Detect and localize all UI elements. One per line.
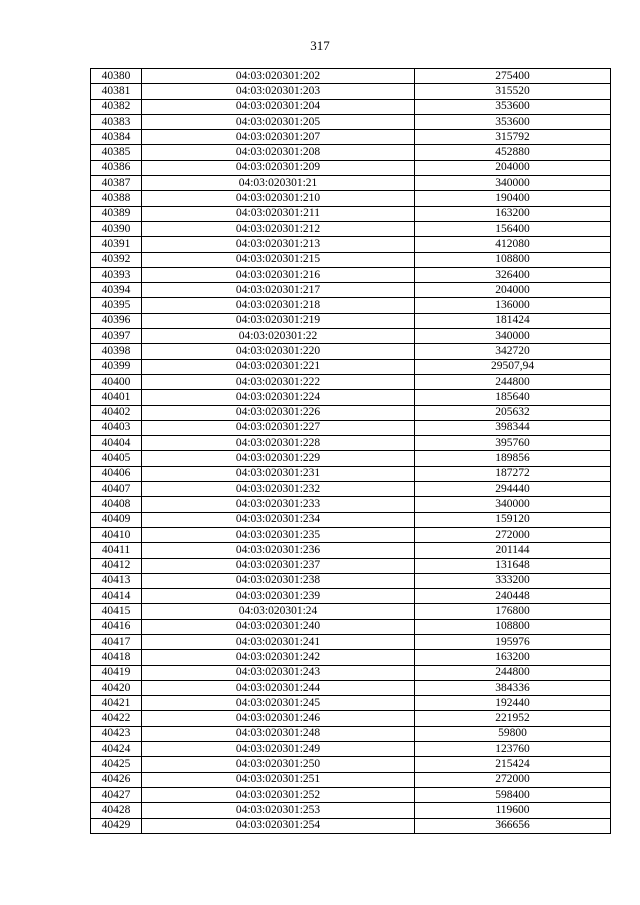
value-cell: 340000 bbox=[415, 176, 611, 191]
table-row bbox=[91, 114, 611, 129]
cadastral-number-cell: 04:03:020301:238 bbox=[142, 573, 415, 588]
row-number-cell: 40409 bbox=[91, 512, 142, 527]
table-row bbox=[91, 145, 611, 160]
row-number-cell: 40405 bbox=[91, 451, 142, 466]
table-row bbox=[91, 329, 611, 344]
row-number-cell: 40387 bbox=[91, 176, 142, 191]
row-number-cell: 40388 bbox=[91, 191, 142, 206]
row-number-cell: 40411 bbox=[91, 543, 142, 558]
table-row bbox=[91, 497, 611, 512]
row-number-cell: 40390 bbox=[91, 221, 142, 236]
row-number-cell: 40397 bbox=[91, 329, 142, 344]
value-cell: 131648 bbox=[415, 558, 611, 573]
cadastral-number-cell: 04:03:020301:246 bbox=[142, 711, 415, 726]
row-number-cell: 40401 bbox=[91, 390, 142, 405]
cadastral-number-cell: 04:03:020301:253 bbox=[142, 803, 415, 818]
table-row bbox=[91, 283, 611, 298]
table-row bbox=[91, 772, 611, 787]
value-cell: 275400 bbox=[415, 69, 611, 84]
cadastral-number-cell: 04:03:020301:211 bbox=[142, 206, 415, 221]
table-row bbox=[91, 420, 611, 435]
value-cell: 59800 bbox=[415, 726, 611, 741]
value-cell: 187272 bbox=[415, 466, 611, 481]
cadastral-number-cell: 04:03:020301:242 bbox=[142, 650, 415, 665]
row-number-cell: 40383 bbox=[91, 114, 142, 129]
cadastral-number-cell: 04:03:020301:222 bbox=[142, 374, 415, 389]
value-cell: 395760 bbox=[415, 436, 611, 451]
value-cell: 156400 bbox=[415, 221, 611, 236]
cadastral-number-cell: 04:03:020301:204 bbox=[142, 99, 415, 114]
value-cell: 366656 bbox=[415, 818, 611, 833]
value-cell: 29507,94 bbox=[415, 359, 611, 374]
cadastral-number-cell: 04:03:020301:228 bbox=[142, 436, 415, 451]
cadastral-number-cell: 04:03:020301:239 bbox=[142, 589, 415, 604]
table-row bbox=[91, 558, 611, 573]
value-cell: 201144 bbox=[415, 543, 611, 558]
value-cell: 342720 bbox=[415, 344, 611, 359]
table-row bbox=[91, 512, 611, 527]
row-number-cell: 40423 bbox=[91, 726, 142, 741]
value-cell: 163200 bbox=[415, 206, 611, 221]
cadastral-number-cell: 04:03:020301:237 bbox=[142, 558, 415, 573]
table-row bbox=[91, 176, 611, 191]
cadastral-number-cell: 04:03:020301:236 bbox=[142, 543, 415, 558]
value-cell: 221952 bbox=[415, 711, 611, 726]
cadastral-number-cell: 04:03:020301:245 bbox=[142, 696, 415, 711]
table-row bbox=[91, 359, 611, 374]
cadastral-number-cell: 04:03:020301:21 bbox=[142, 176, 415, 191]
value-cell: 189856 bbox=[415, 451, 611, 466]
cadastral-number-cell: 04:03:020301:205 bbox=[142, 114, 415, 129]
table-row bbox=[91, 527, 611, 542]
table-row bbox=[91, 665, 611, 680]
value-cell: 384336 bbox=[415, 680, 611, 695]
row-number-cell: 40393 bbox=[91, 267, 142, 282]
row-number-cell: 40391 bbox=[91, 237, 142, 252]
table-row bbox=[91, 803, 611, 818]
value-cell: 119600 bbox=[415, 803, 611, 818]
cadastral-number-cell: 04:03:020301:249 bbox=[142, 742, 415, 757]
value-cell: 398344 bbox=[415, 420, 611, 435]
value-cell: 326400 bbox=[415, 267, 611, 282]
table-row bbox=[91, 543, 611, 558]
value-cell: 190400 bbox=[415, 191, 611, 206]
cadastral-number-cell: 04:03:020301:22 bbox=[142, 329, 415, 344]
cadastral-number-cell: 04:03:020301:229 bbox=[142, 451, 415, 466]
cadastral-number-cell: 04:03:020301:224 bbox=[142, 390, 415, 405]
table-row bbox=[91, 650, 611, 665]
row-number-cell: 40386 bbox=[91, 160, 142, 175]
value-cell: 205632 bbox=[415, 405, 611, 420]
cadastral-number-cell: 04:03:020301:217 bbox=[142, 283, 415, 298]
row-number-cell: 40394 bbox=[91, 283, 142, 298]
value-cell: 272000 bbox=[415, 527, 611, 542]
row-number-cell: 40421 bbox=[91, 696, 142, 711]
cadastral-number-cell: 04:03:020301:227 bbox=[142, 420, 415, 435]
row-number-cell: 40380 bbox=[91, 69, 142, 84]
row-number-cell: 40416 bbox=[91, 619, 142, 634]
cadastral-number-cell: 04:03:020301:254 bbox=[142, 818, 415, 833]
cadastral-number-cell: 04:03:020301:226 bbox=[142, 405, 415, 420]
value-cell: 340000 bbox=[415, 497, 611, 512]
table-row bbox=[91, 604, 611, 619]
cadastral-number-cell: 04:03:020301:234 bbox=[142, 512, 415, 527]
page-number: 317 bbox=[310, 38, 330, 53]
cadastral-number-cell: 04:03:020301:215 bbox=[142, 252, 415, 267]
value-cell: 412080 bbox=[415, 237, 611, 252]
cadastral-value-table bbox=[90, 68, 611, 834]
table-row bbox=[91, 221, 611, 236]
row-number-cell: 40404 bbox=[91, 436, 142, 451]
row-number-cell: 40426 bbox=[91, 772, 142, 787]
table-body bbox=[91, 69, 611, 834]
cadastral-number-cell: 04:03:020301:220 bbox=[142, 344, 415, 359]
table-row bbox=[91, 130, 611, 145]
row-number-cell: 40428 bbox=[91, 803, 142, 818]
row-number-cell: 40412 bbox=[91, 558, 142, 573]
cadastral-number-cell: 04:03:020301:216 bbox=[142, 267, 415, 282]
table-row bbox=[91, 680, 611, 695]
value-cell: 353600 bbox=[415, 99, 611, 114]
row-number-cell: 40415 bbox=[91, 604, 142, 619]
value-cell: 244800 bbox=[415, 665, 611, 680]
value-cell: 452880 bbox=[415, 145, 611, 160]
table-row bbox=[91, 726, 611, 741]
cadastral-number-cell: 04:03:020301:244 bbox=[142, 680, 415, 695]
table-row bbox=[91, 252, 611, 267]
value-cell: 294440 bbox=[415, 482, 611, 497]
table-row bbox=[91, 237, 611, 252]
row-number-cell: 40382 bbox=[91, 99, 142, 114]
value-cell: 272000 bbox=[415, 772, 611, 787]
cadastral-number-cell: 04:03:020301:203 bbox=[142, 84, 415, 99]
value-cell: 108800 bbox=[415, 252, 611, 267]
table-row bbox=[91, 405, 611, 420]
row-number-cell: 40422 bbox=[91, 711, 142, 726]
cadastral-number-cell: 04:03:020301:209 bbox=[142, 160, 415, 175]
table-row bbox=[91, 191, 611, 206]
row-number-cell: 40389 bbox=[91, 206, 142, 221]
row-number-cell: 40399 bbox=[91, 359, 142, 374]
table-row bbox=[91, 451, 611, 466]
row-number-cell: 40417 bbox=[91, 634, 142, 649]
row-number-cell: 40414 bbox=[91, 589, 142, 604]
row-number-cell: 40408 bbox=[91, 497, 142, 512]
cadastral-number-cell: 04:03:020301:207 bbox=[142, 130, 415, 145]
value-cell: 204000 bbox=[415, 283, 611, 298]
row-number-cell: 40425 bbox=[91, 757, 142, 772]
cadastral-number-cell: 04:03:020301:218 bbox=[142, 298, 415, 313]
value-cell: 598400 bbox=[415, 787, 611, 802]
row-number-cell: 40407 bbox=[91, 482, 142, 497]
value-cell: 192440 bbox=[415, 696, 611, 711]
table-row bbox=[91, 267, 611, 282]
table-row bbox=[91, 787, 611, 802]
cadastral-number-cell: 04:03:020301:241 bbox=[142, 634, 415, 649]
row-number-cell: 40385 bbox=[91, 145, 142, 160]
table-row bbox=[91, 160, 611, 175]
value-cell: 244800 bbox=[415, 374, 611, 389]
table-row bbox=[91, 482, 611, 497]
row-number-cell: 40419 bbox=[91, 665, 142, 680]
row-number-cell: 40396 bbox=[91, 313, 142, 328]
row-number-cell: 40381 bbox=[91, 84, 142, 99]
value-cell: 136000 bbox=[415, 298, 611, 313]
row-number-cell: 40424 bbox=[91, 742, 142, 757]
table-row bbox=[91, 619, 611, 634]
row-number-cell: 40403 bbox=[91, 420, 142, 435]
table-row bbox=[91, 573, 611, 588]
cadastral-number-cell: 04:03:020301:235 bbox=[142, 527, 415, 542]
value-cell: 176800 bbox=[415, 604, 611, 619]
table-row bbox=[91, 696, 611, 711]
value-cell: 181424 bbox=[415, 313, 611, 328]
value-cell: 353600 bbox=[415, 114, 611, 129]
cadastral-number-cell: 04:03:020301:202 bbox=[142, 69, 415, 84]
table-row bbox=[91, 313, 611, 328]
table-row bbox=[91, 589, 611, 604]
cadastral-number-cell: 04:03:020301:240 bbox=[142, 619, 415, 634]
cadastral-number-cell: 04:03:020301:212 bbox=[142, 221, 415, 236]
table-row bbox=[91, 69, 611, 84]
value-cell: 240448 bbox=[415, 589, 611, 604]
value-cell: 185640 bbox=[415, 390, 611, 405]
row-number-cell: 40395 bbox=[91, 298, 142, 313]
value-cell: 195976 bbox=[415, 634, 611, 649]
table-row bbox=[91, 634, 611, 649]
value-cell: 215424 bbox=[415, 757, 611, 772]
row-number-cell: 40420 bbox=[91, 680, 142, 695]
row-number-cell: 40429 bbox=[91, 818, 142, 833]
row-number-cell: 40418 bbox=[91, 650, 142, 665]
table-row bbox=[91, 742, 611, 757]
value-cell: 340000 bbox=[415, 329, 611, 344]
table-row bbox=[91, 466, 611, 481]
table-row bbox=[91, 99, 611, 114]
cadastral-number-cell: 04:03:020301:210 bbox=[142, 191, 415, 206]
cadastral-number-cell: 04:03:020301:221 bbox=[142, 359, 415, 374]
table-row bbox=[91, 436, 611, 451]
row-number-cell: 40384 bbox=[91, 130, 142, 145]
cadastral-number-cell: 04:03:020301:213 bbox=[142, 237, 415, 252]
cadastral-number-cell: 04:03:020301:208 bbox=[142, 145, 415, 160]
cadastral-number-cell: 04:03:020301:233 bbox=[142, 497, 415, 512]
row-number-cell: 40400 bbox=[91, 374, 142, 389]
cadastral-number-cell: 04:03:020301:24 bbox=[142, 604, 415, 619]
cadastral-number-cell: 04:03:020301:219 bbox=[142, 313, 415, 328]
row-number-cell: 40427 bbox=[91, 787, 142, 802]
value-cell: 333200 bbox=[415, 573, 611, 588]
table-row bbox=[91, 84, 611, 99]
value-cell: 315520 bbox=[415, 84, 611, 99]
value-cell: 108800 bbox=[415, 619, 611, 634]
cadastral-number-cell: 04:03:020301:232 bbox=[142, 482, 415, 497]
row-number-cell: 40402 bbox=[91, 405, 142, 420]
table-row bbox=[91, 390, 611, 405]
table-row bbox=[91, 298, 611, 313]
cadastral-number-cell: 04:03:020301:250 bbox=[142, 757, 415, 772]
cadastral-number-cell: 04:03:020301:251 bbox=[142, 772, 415, 787]
table-row bbox=[91, 818, 611, 833]
row-number-cell: 40410 bbox=[91, 527, 142, 542]
row-number-cell: 40413 bbox=[91, 573, 142, 588]
row-number-cell: 40392 bbox=[91, 252, 142, 267]
table-row bbox=[91, 374, 611, 389]
table-row bbox=[91, 757, 611, 772]
cadastral-number-cell: 04:03:020301:252 bbox=[142, 787, 415, 802]
value-cell: 204000 bbox=[415, 160, 611, 175]
cadastral-number-cell: 04:03:020301:243 bbox=[142, 665, 415, 680]
table-row bbox=[91, 344, 611, 359]
table-row bbox=[91, 711, 611, 726]
value-cell: 315792 bbox=[415, 130, 611, 145]
row-number-cell: 40398 bbox=[91, 344, 142, 359]
value-cell: 159120 bbox=[415, 512, 611, 527]
row-number-cell: 40406 bbox=[91, 466, 142, 481]
value-cell: 163200 bbox=[415, 650, 611, 665]
cadastral-number-cell: 04:03:020301:231 bbox=[142, 466, 415, 481]
table-row bbox=[91, 206, 611, 221]
value-cell: 123760 bbox=[415, 742, 611, 757]
cadastral-number-cell: 04:03:020301:248 bbox=[142, 726, 415, 741]
